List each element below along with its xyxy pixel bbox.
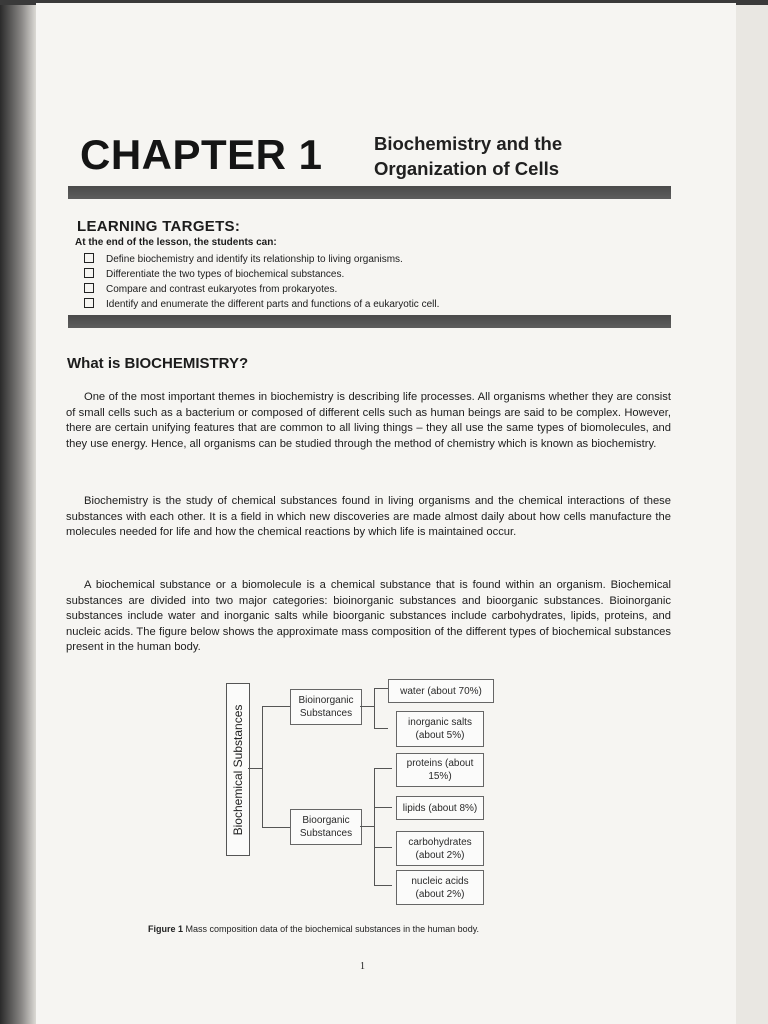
- chapter-title: [374, 131, 634, 181]
- list-item: [84, 252, 439, 267]
- proteins-label: proteins (about 15%): [406, 758, 474, 782]
- lipids-label: lipids (about 8%): [402, 802, 478, 814]
- nucleic-acids-box: [396, 870, 484, 905]
- document-page: [36, 3, 736, 1024]
- target-text: Compare and contrast eukaryotes from prokaryotes.: [106, 284, 338, 295]
- bioorganic-label: Bioorganic Substances: [299, 815, 353, 839]
- learning-targets-list: [84, 252, 439, 312]
- inorganic-salts-box: [396, 711, 484, 747]
- page-shadow: [0, 0, 36, 1024]
- figure-caption-text: Mass composition data of the biochemical substances in the human body.: [185, 924, 480, 934]
- connector: [360, 826, 374, 827]
- chapter-title-line2: Organization of Cells: [374, 158, 560, 179]
- header-divider-bar: [68, 186, 671, 199]
- targets-divider-bar: [68, 315, 671, 328]
- target-text: Differentiate the two types of biochemical substances.: [106, 269, 345, 280]
- target-text: Define biochemistry and identify its relationship to living organisms.: [106, 254, 403, 265]
- diagram-root-label: Biochemical Substances: [231, 704, 245, 835]
- inorganic-salts-label: inorganic salts (about 5%): [408, 717, 472, 741]
- figure-caption-label: Figure 1: [148, 924, 184, 934]
- target-text: Identify and enumerate the different parts and functions of a eukaryotic cell.: [106, 299, 440, 310]
- learning-targets-intro: At the end of the lesson, the students can:: [75, 237, 277, 248]
- connector: [374, 688, 388, 689]
- list-item: [84, 267, 439, 282]
- connector: [374, 688, 375, 728]
- checkbox-icon: [84, 283, 94, 293]
- figure-caption: [148, 924, 479, 934]
- checkbox-icon: [84, 298, 94, 308]
- connector: [374, 728, 388, 729]
- proteins-box: [396, 753, 484, 787]
- biochemical-substances-diagram: [186, 676, 506, 906]
- nucleic-acids-label: nucleic acids (about 2%): [411, 875, 469, 900]
- connector: [374, 885, 392, 886]
- connector: [262, 827, 290, 828]
- paragraph-3: A biochemical substance or a biomolecule is a chemical substance that is found within an organism. Biochemical substances are divided into two major categories: bioinorganic substances and bioorganic substances. Bioinorganic substances include water and inorganic salts while bioorganic substances include carbohydrates, lipids, proteins, and nucleic acids. The figure below shows the approximate mass composition of the different types of biochemical substances present in the human body.: [66, 579, 671, 654]
- checkbox-icon: [84, 253, 94, 263]
- connector: [374, 768, 375, 885]
- connector: [360, 706, 374, 707]
- carbohydrates-box: [396, 831, 484, 866]
- paragraph-2: Biochemistry is the study of chemical substances found in living organisms and the chemical interactions of these substances with each other. It is a field in which new discoveries are made almost daily about how cells manufacture the molecules needed for life and how the chemical reactions by which life is maintained occur.: [66, 495, 671, 539]
- bioinorganic-box: [290, 689, 362, 725]
- water-box: [388, 679, 494, 703]
- chapter-title-line1: Biochemistry and the: [374, 133, 563, 154]
- bioorganic-box: [290, 809, 362, 845]
- list-item: [84, 282, 439, 297]
- carbohydrates-label: carbohydrates (about 2%): [408, 836, 472, 861]
- water-label: water (about 70%): [400, 685, 482, 697]
- connector: [374, 768, 392, 769]
- chapter-label: CHAPTER 1: [80, 131, 323, 178]
- connector: [262, 706, 263, 828]
- checkbox-icon: [84, 268, 94, 278]
- learning-targets-heading: LEARNING TARGETS:: [77, 218, 241, 235]
- page-number: 1: [360, 961, 365, 972]
- lipids-box: [396, 796, 484, 820]
- connector: [374, 847, 392, 848]
- connector: [262, 706, 290, 707]
- diagram-root-box: [226, 683, 250, 856]
- connector: [248, 768, 262, 769]
- paragraph-1: One of the most important themes in biochemistry is describing life processes. All organisms whether they are consist of small cells such as a bacterium or composed of different cells such as human beings are said to be complex. However, there are certain unifying features that are common to all living things – they all use the same types of biomolecules, and they use energy. Hence, all organisms can be studied through the method of chemistry which is known as biochemistry.: [66, 391, 671, 450]
- list-item: [84, 297, 439, 312]
- section-heading: What is BIOCHEMISTRY?: [67, 355, 249, 372]
- bioinorganic-label: Bioinorganic Substances: [298, 695, 354, 719]
- connector: [374, 807, 392, 808]
